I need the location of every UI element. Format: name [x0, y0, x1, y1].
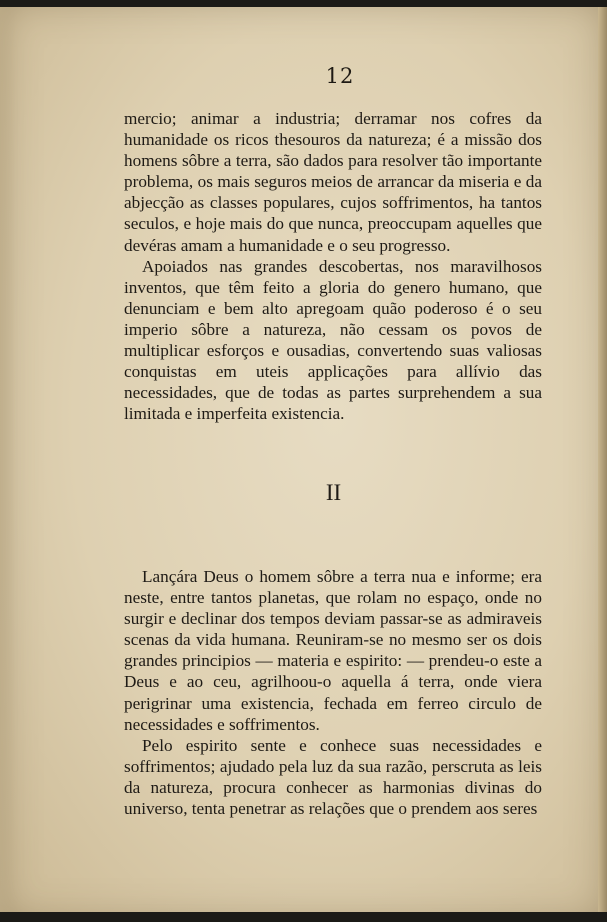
paragraph: mercio; animar a industria; derramar nos cofres da humanidade os ricos thesouros da natureza; é a missão dos homens sôbre a terra, são dados para resolver tão importante problema, os mais seguros meios de arrancar da miseria e da abjecção as classes populares, cujos soffrimentos, ha tantos seculos, e hoje mais do que nunca, preoccupam aquelles que devéras amam a humanidade e o seu progresso.	[124, 109, 542, 255]
page-number: 12	[325, 64, 355, 88]
paragraph: Lançára Deus o homem sôbre a terra nua e informe; era neste, entre tantos planetas, que rolam no espaço, onde no surgir e declinar dos tempos deviam passar-se as admiraveis scenas da vida humana. Reuniram-se no mesmo ser os dois grandes principios — materia e espirito: — prendeu-o este a Deus e ao ceu, agrilhoou-o aquella á terra, onde viera perigrinar uma existencia, fechada em ferreo circulo de necessidades e soffrimentos.	[124, 567, 542, 734]
bottom-border	[0, 912, 607, 922]
text-block-before-heading	[124, 108, 542, 424]
section-heading: II	[325, 480, 342, 505]
top-border	[0, 0, 607, 7]
paragraph: Pelo espirito sente e conhece suas necessidades e soffrimentos; ajudado pela luz da sua razão, perscruta as leis da natureza, procura conhecer as harmonias divinas do universo, tenta penetrar as relações que o prendem aos seres	[124, 735, 542, 819]
paragraph: Apoiados nas grandes descobertas, nos maravilhosos inventos, que têm feito a gloria do genero humano, que denunciam e bem alto apregoam quão poderoso é o seu imperio sôbre a natureza, não cessam os povos de multiplicar esforços e ousadias, convertendo suas valiosas conquistas em uteis applicações para allívio das necessidades, que de todas as partes surprehendem a sua limitada e imperfeita existencia.	[124, 256, 542, 424]
page-spine-shadow	[0, 0, 16, 922]
text-block-after-heading	[124, 566, 542, 819]
page-edge	[598, 0, 607, 922]
